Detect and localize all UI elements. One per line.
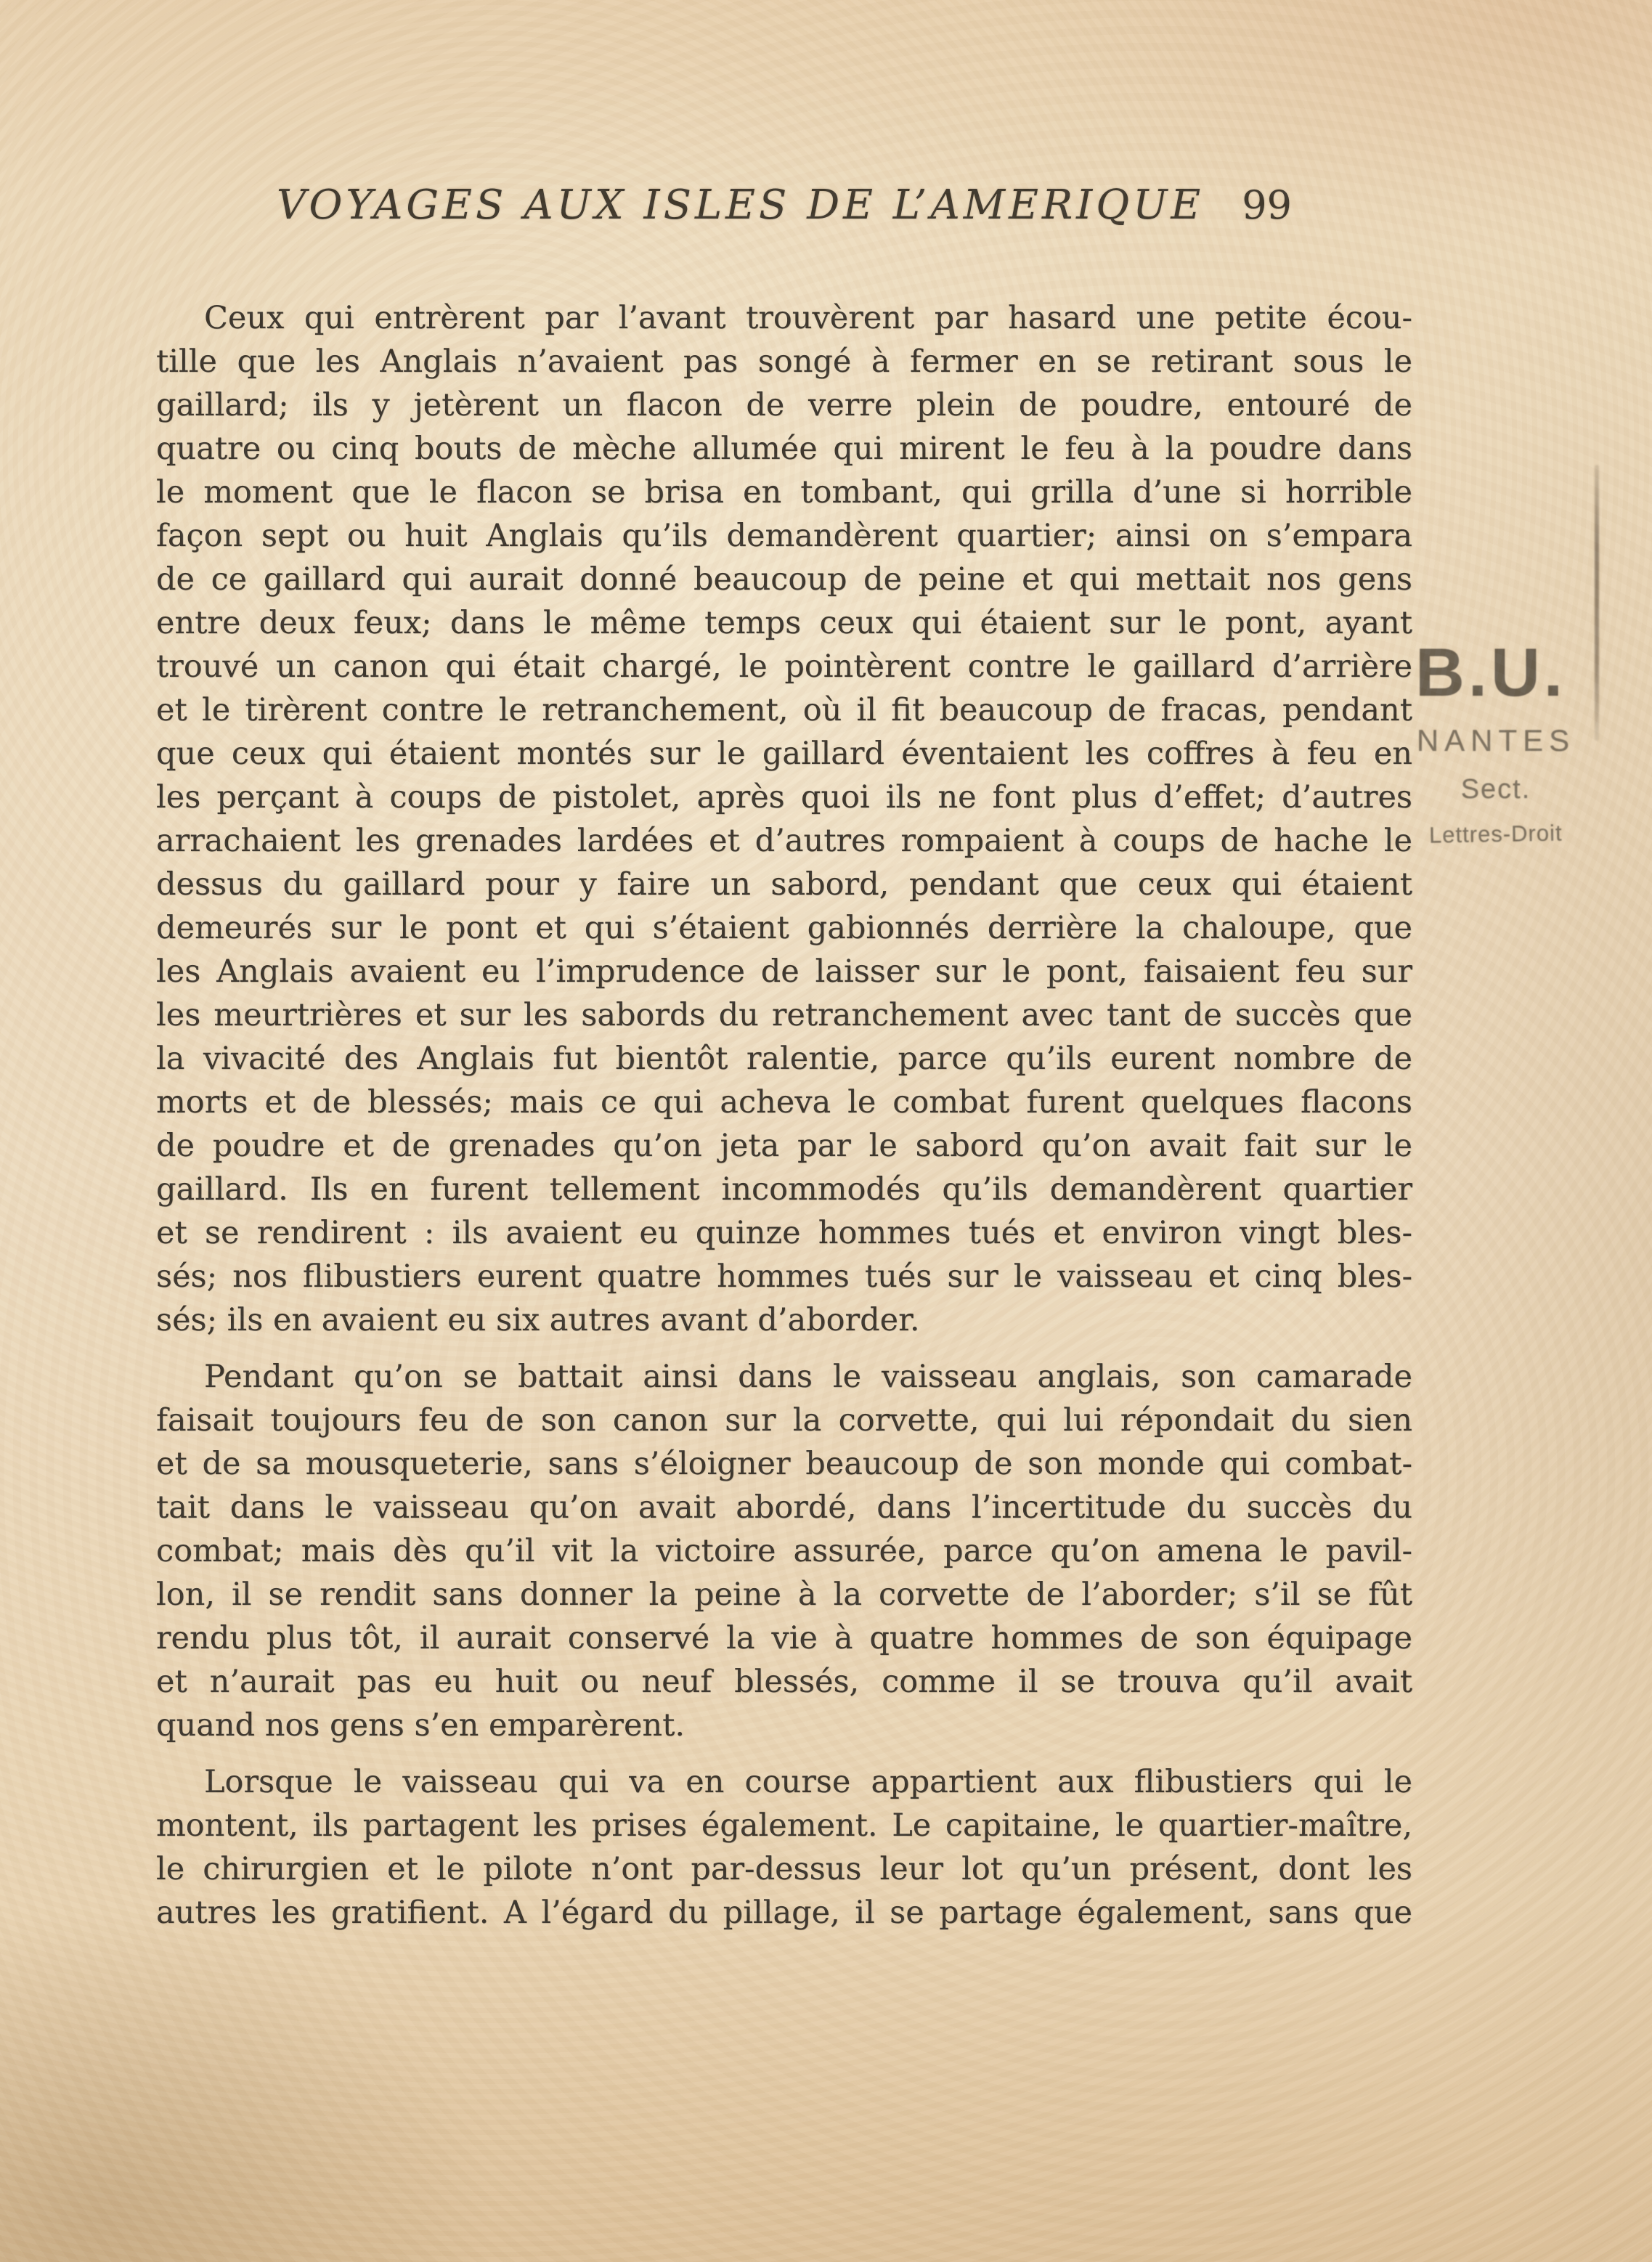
text-line: les Anglais avaient eu l’imprudence de laisser sur le pont, faisaient feu sur — [156, 953, 1412, 990]
text-line: morts et de blessés; mais ce qui acheva le combat furent quelques flacons — [156, 1084, 1412, 1120]
text-line: le moment que le flacon se brisa en tombant, qui grilla d’une si horrible — [156, 474, 1412, 510]
page-number: 99 — [1242, 182, 1292, 228]
text-line: entre deux feux; dans le même temps ceux qui étaient sur le pont, ayant — [156, 605, 1412, 641]
text-line: demeurés sur le pont et qui s’étaient gabionnés derrière la chaloupe, que — [156, 910, 1412, 946]
text-line: de poudre et de grenades qu’on jeta par le sabord qu’on avait fait sur le — [156, 1128, 1412, 1164]
text-line: et n’aurait pas eu huit ou neuf blessés, comme il se trouva qu’il avait — [156, 1664, 1412, 1700]
text-line: arrachaient les grenades lardées et d’autres rompaient à coups de hache le — [156, 823, 1412, 859]
text-line: rendu plus tôt, il aurait conservé la vie à quatre hommes de son équipage — [156, 1620, 1412, 1656]
text-line: combat; mais dès qu’il vit la victoire assurée, parce qu’on amena le pavil- — [156, 1533, 1412, 1569]
book-title: VOYAGES AUX ISLES DE L’AMERIQUE — [276, 182, 1205, 229]
text-line: et de sa mousqueterie, sans s’éloigner beaucoup de son monde qui combat- — [156, 1446, 1412, 1482]
text-line: dessus du gaillard pour y faire un sabord, pendant que ceux qui étaient — [156, 866, 1412, 903]
text-line: et se rendirent : ils avaient eu quinze hommes tués et environ vingt bles- — [156, 1215, 1412, 1251]
paragraph — [156, 1760, 1412, 1935]
text-line: les meurtrières et sur les sabords du retranchement avec tant de succès que — [156, 997, 1412, 1033]
text-line: et le tirèrent contre le retranchement, où il fit beaucoup de fracas, pendant — [156, 692, 1412, 728]
text-line: gaillard; ils y jetèrent un flacon de verre plein de poudre, entouré de — [156, 387, 1412, 423]
text-line: le chirurgien et le pilote n’ont par-dessus leur lot qu’un présent, dont les — [156, 1851, 1412, 1887]
text-line: sés; nos flibustiers eurent quatre hommes tués sur le vaisseau et cinq bles- — [156, 1258, 1412, 1295]
scan-artifact-streak — [1595, 465, 1599, 741]
text-line: trouvé un canon qui était chargé, le pointèrent contre le gaillard d’arrière — [156, 648, 1412, 685]
text-line: sés; ils en avaient eu six autres avant d’aborder. — [156, 1302, 920, 1338]
text-line: gaillard. Ils en furent tellement incommodés qu’ils demandèrent quartier — [156, 1171, 1412, 1208]
text-line: Lorsque le vaisseau qui va en course appartient aux flibustiers qui le — [204, 1764, 1412, 1800]
text-line: la vivacité des Anglais fut bientôt ralentie, parce qu’ils eurent nombre de — [156, 1041, 1412, 1077]
text-line: faisait toujours feu de son canon sur la corvette, qui lui répondait du sien — [156, 1402, 1412, 1439]
stamp-sect-text: Sect. — [1460, 774, 1531, 805]
library-stamp — [1412, 633, 1579, 847]
stamp-lettres-droit-text: Lettres-Droit — [1428, 820, 1563, 848]
text-line: quatre ou cinq bouts de mèche allumée qui mirent le feu à la poudre dans — [156, 431, 1412, 467]
text-line: façon sept ou huit Anglais qu’ils demandèrent quartier; ainsi on s’empara — [156, 518, 1412, 554]
text-line: Ceux qui entrèrent par l’avant trouvèrent par hasard une petite écou- — [204, 300, 1412, 336]
stamp-nantes-text: NANTES — [1416, 723, 1576, 757]
text-line: de ce gaillard qui aurait donné beaucoup de peine et qui mettait nos gens — [156, 561, 1412, 598]
text-line: autres les gratifient. A l’égard du pillage, il se partage également, sans que — [156, 1895, 1412, 1931]
text-line: quand nos gens s’en emparèrent. — [156, 1707, 685, 1744]
text-line: tait dans le vaisseau qu’on avait abordé, dans l’incertitude du succès du — [156, 1489, 1412, 1526]
text-line: Pendant qu’on se battait ainsi dans le vaisseau anglais, son camarade — [204, 1359, 1412, 1395]
text-line: lon, il se rendit sans donner la peine à la corvette de l’aborder; s’il se fût — [156, 1577, 1412, 1613]
text-line: les perçant à coups de pistolet, après quoi ils ne font plus d’effet; d’autres — [156, 779, 1412, 815]
page-header — [156, 182, 1412, 229]
text-line: montent, ils partagent les prises également. Le capitaine, le quartier-maître, — [156, 1807, 1412, 1844]
stamp-bu-text: B.U. — [1415, 634, 1566, 710]
paragraph — [156, 1355, 1412, 1747]
page-body — [156, 296, 1412, 1948]
paragraph — [156, 296, 1412, 1342]
text-line: que ceux qui étaient montés sur le gaillard éventaient les coffres à feu en — [156, 736, 1412, 772]
text-line: tille que les Anglais n’avaient pas songé à fermer en se retirant sous le — [156, 343, 1412, 380]
